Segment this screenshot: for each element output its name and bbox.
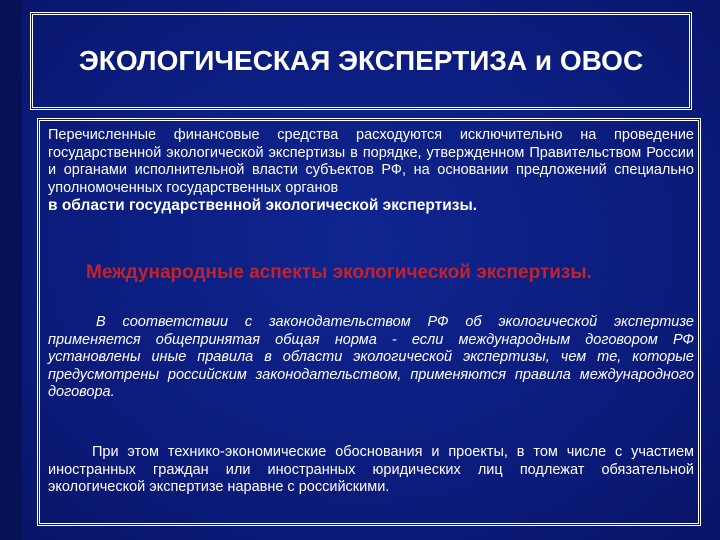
paragraph-financing-last-line: в области государственной экологической экспертизы.	[48, 197, 478, 214]
paragraph-financing	[48, 127, 694, 215]
paragraph-international-norms-text: В соответствии с законодательством РФ об экологической экспертизе применяется общепринятая общая норма - если международным договором РФ установлены иные правила в области экологической экспертизы, чем те, которые предусмотрены российским законодательством, применяются правила международного договора.	[48, 314, 694, 400]
paragraph-financing-text: Перечисленные финансовые средства расходуются исключительно на проведение государственной экологической экспертизы в порядке, утвержденном Правительством России и органами исполнительной власти субъектов РФ, на основании предложений специально уполномоченных государственных органов	[48, 127, 694, 196]
paragraph-international-norms	[48, 314, 694, 402]
title-frame	[30, 12, 692, 110]
section-heading-international: Международные аспекты экологической экспертизы.	[86, 262, 592, 283]
left-decorative-bar	[0, 0, 22, 540]
paragraph-foreign-participation	[48, 444, 694, 497]
paragraph-foreign-participation-text: При этом технико-экономические обоснования и проекты, в том числе с участием иностранных граждан или иностранных юридических лиц подлежат обязательной экологической экспертизе наравне с российскими.	[48, 444, 694, 495]
slide-title: ЭКОЛОГИЧЕСКАЯ ЭКСПЕРТИЗА и ОВОС	[78, 45, 644, 76]
